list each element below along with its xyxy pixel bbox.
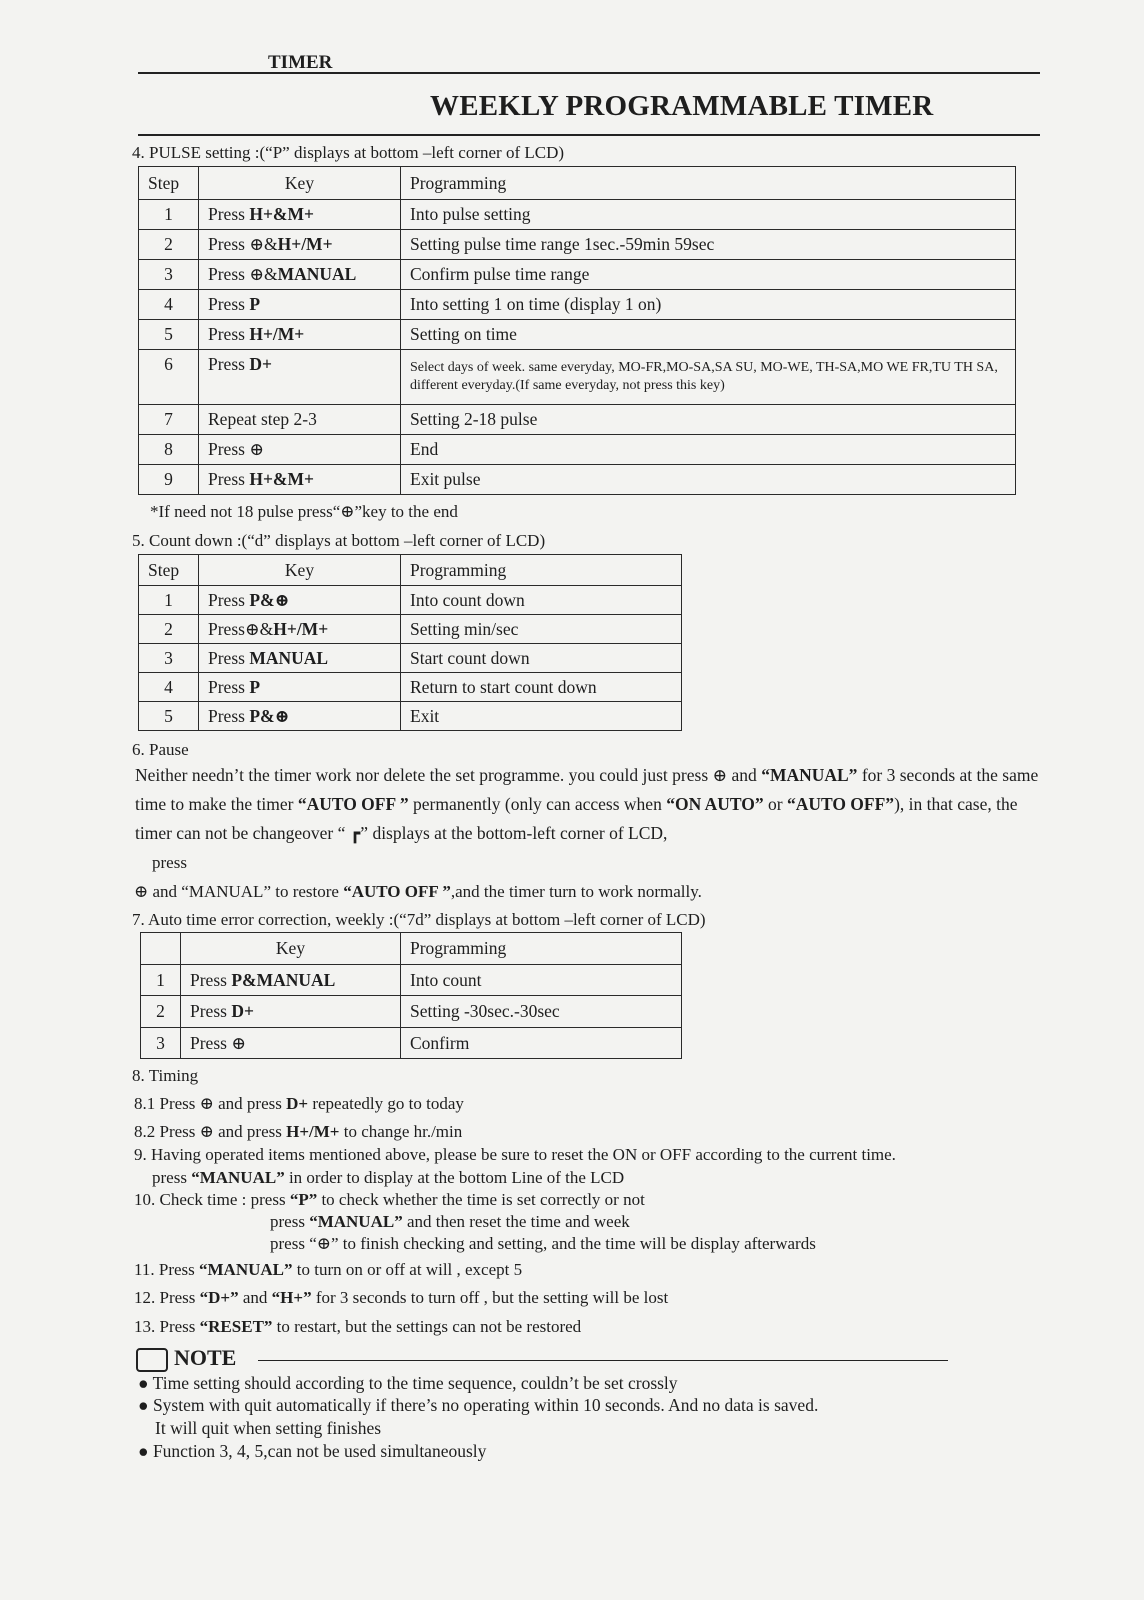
step-cell: 9 <box>139 465 199 495</box>
step-cell: 3 <box>139 260 199 290</box>
item-text: press <box>270 1212 310 1231</box>
restore-text-2: ,and the timer turn to work normally. <box>450 882 702 901</box>
item-text-2: to restart, but the settings can not be restored <box>272 1317 582 1336</box>
timing-bold: H+/M+ <box>286 1122 340 1141</box>
programming-cell: Setting pulse time range 1sec.-59min 59sec <box>401 230 1016 260</box>
key-cell <box>199 290 401 320</box>
key-cell <box>199 615 401 644</box>
table-row <box>139 465 1016 495</box>
key-bold: P&MANUAL <box>231 969 336 990</box>
item-text-3: for 3 seconds to turn off , but the setting will be lost <box>311 1288 669 1307</box>
timing-text: 8.1 Press ⊕ and press <box>134 1094 287 1113</box>
table-row <box>139 320 1016 350</box>
key-bold: H+&M+ <box>249 469 314 489</box>
key-prefix: Repeat step 2-3 <box>208 409 317 429</box>
programming-cell <box>401 350 1016 405</box>
key-cell <box>199 644 401 673</box>
table-header-row <box>139 167 1016 200</box>
step-cell: 3 <box>141 1028 181 1059</box>
item-bold-2: “H+” <box>271 1288 312 1307</box>
key-cell <box>181 996 401 1028</box>
pause-text-4: or <box>763 794 787 814</box>
key-bold: H+/M+ <box>273 618 329 639</box>
table-row <box>139 405 1016 435</box>
table-row <box>139 260 1016 290</box>
programming-cell: Start count down <box>401 644 682 673</box>
item-text: 12. Press <box>134 1288 200 1307</box>
item-text-2: and <box>238 1288 272 1307</box>
key-prefix: Press⊕& <box>208 618 274 639</box>
step-cell: 8 <box>139 435 199 465</box>
key-cell <box>199 673 401 702</box>
col-key-header: Key <box>181 933 401 965</box>
programming-cell: Setting 2-18 pulse <box>401 405 1016 435</box>
step-cell: 2 <box>139 230 199 260</box>
item-9-line-1: 9. Having operated items mentioned above, please be sure to reset the ON or OFF according to the current time. <box>134 1145 896 1164</box>
programming-cell: Confirm pulse time range <box>401 260 1016 290</box>
pause-bold-2: “AUTO OFF ” <box>297 794 409 814</box>
section5-heading: 5. Count down :(“d” displays at bottom –left corner of LCD) <box>132 531 546 550</box>
key-cell <box>199 350 401 405</box>
programming-cell: Setting on time <box>401 320 1016 350</box>
key-prefix: Press ⊕ <box>190 1032 246 1053</box>
key-prefix: Press <box>190 969 232 990</box>
key-prefix: Press ⊕ <box>208 439 264 459</box>
table-row <box>141 1028 682 1059</box>
pause-bold-1: “MANUAL” <box>761 765 858 785</box>
note-bullet-2: ● System with quit automatically if there’s no operating within 10 seconds. And no data is saved. <box>138 1395 819 1415</box>
item-bold: “RESET” <box>199 1317 273 1336</box>
pause-bold-3: “ON AUTO” <box>666 794 764 814</box>
step-cell: 2 <box>139 615 199 644</box>
key-cell <box>199 200 401 230</box>
timing-text-2: repeatedly go to today <box>308 1094 464 1113</box>
pause-bold-4: “AUTO OFF” <box>786 794 895 814</box>
key-bold: MANUAL <box>277 264 357 284</box>
key-bold: P <box>249 294 261 314</box>
table-row <box>139 290 1016 320</box>
key-prefix: Press <box>208 204 250 224</box>
table-header-row <box>141 933 682 965</box>
pause-text-2: for 3 seconds at the same time to make the timer <box>135 765 1039 814</box>
programming-cell: Setting -30sec.-30sec <box>401 996 682 1028</box>
table-row <box>141 996 682 1028</box>
restore-text: ⊕ and “MANUAL” to restore <box>134 882 344 901</box>
programming-cell: Return to start count down <box>401 673 682 702</box>
key-prefix: Press ⊕& <box>208 264 278 284</box>
key-cell <box>199 702 401 731</box>
step-cell: 3 <box>139 644 199 673</box>
key-prefix: Press <box>208 324 250 344</box>
section4-heading: 4. PULSE setting :(“P” displays at bottom –left corner of LCD) <box>132 143 565 162</box>
pause-restore-line <box>134 882 702 902</box>
note-title: NOTE <box>174 1345 237 1370</box>
item-bold: “P” <box>289 1190 318 1209</box>
table-row <box>139 702 682 731</box>
auto-correction-table <box>140 932 682 1059</box>
key-cell <box>181 965 401 996</box>
item-12 <box>134 1288 668 1308</box>
col-key-header: Key <box>199 167 401 200</box>
key-cell <box>199 260 401 290</box>
item-bold: “MANUAL” <box>199 1260 293 1279</box>
table-row <box>139 644 682 673</box>
timing-line-8-1 <box>134 1094 464 1114</box>
key-prefix: Press <box>208 676 250 697</box>
note-heading <box>136 1345 236 1372</box>
section8-heading: 8. Timing <box>132 1066 199 1085</box>
note-rule <box>258 1360 948 1361</box>
key-prefix: Press <box>208 354 250 374</box>
key-prefix: Press <box>208 469 250 489</box>
pause-press: press <box>152 853 187 872</box>
step-cell: 1 <box>139 200 199 230</box>
col-step-header: Step <box>139 555 199 586</box>
step-cell: 4 <box>139 290 199 320</box>
key-bold: H+/M+ <box>249 324 305 344</box>
step-cell: 1 <box>141 965 181 996</box>
restore-bold: “AUTO OFF ” <box>343 882 451 901</box>
key-cell <box>199 586 401 615</box>
table-row <box>139 435 1016 465</box>
pause-text-3: permanently (only can access when <box>408 794 667 814</box>
programming-cell: Confirm <box>401 1028 682 1059</box>
key-cell <box>199 465 401 495</box>
pulse-table <box>138 166 1016 495</box>
step-cell: 7 <box>139 405 199 435</box>
col-programming-header: Programming <box>401 933 682 965</box>
table-row <box>139 350 1016 405</box>
step-cell: 5 <box>139 320 199 350</box>
key-cell <box>199 230 401 260</box>
key-prefix: Press <box>208 294 250 314</box>
header-rule-bottom <box>138 134 1040 136</box>
key-prefix: Press <box>208 647 250 668</box>
note-bullet-text: Function 3, 4, 5,can not be used simultaneously <box>152 1441 487 1461</box>
programming-text: Select days of week. same everyday, MO-FR,MO-SA,SA SU, MO-WE, TH-SA,MO WE FR,TU TH SA, different everyday.(If same everyday, not press this key) <box>410 360 998 393</box>
pause-text-1: Neither needn’t the timer work nor delete the set programme. you could just press ⊕ and <box>135 765 762 785</box>
step-cell: 4 <box>139 673 199 702</box>
step-cell: 1 <box>139 586 199 615</box>
header-label: TIMER <box>268 52 333 73</box>
timing-text-2: to change hr./min <box>339 1122 463 1141</box>
key-cell <box>199 320 401 350</box>
countdown-table <box>138 554 682 731</box>
item-10-line-2 <box>270 1212 630 1232</box>
table-row <box>139 615 682 644</box>
item-text: 10. Check time : press <box>134 1190 290 1209</box>
programming-cell: Exit pulse <box>401 465 1016 495</box>
note-bullet-text: Time setting should according to the time sequence, couldn’t be set crossly <box>152 1373 678 1393</box>
note-bullet-3: ● Function 3, 4, 5,can not be used simultaneously <box>138 1441 487 1461</box>
key-cell <box>199 435 401 465</box>
item-bold: “MANUAL” <box>309 1212 403 1231</box>
item-bold: “MANUAL” <box>191 1168 285 1187</box>
programming-cell: Exit <box>401 702 682 731</box>
note-bullet-1: ● Time setting should according to the time sequence, couldn’t be set crossly <box>138 1373 678 1393</box>
programming-cell: Into count <box>401 965 682 996</box>
pause-text-5: ), in that case, the timer can not be changeover “ ┏” displays at the bottom-left corner of LCD, <box>135 794 1018 843</box>
item-10-line-3: press “⊕” to finish checking and setting, and the time will be display afterwards <box>270 1234 816 1253</box>
table-row <box>139 673 682 702</box>
table-row <box>139 586 682 615</box>
table-row <box>139 200 1016 230</box>
key-prefix: Press <box>190 1001 232 1021</box>
timing-text: 8.2 Press ⊕ and press <box>134 1122 287 1141</box>
note-box-icon <box>136 1348 168 1372</box>
item-10-line-1 <box>134 1190 645 1210</box>
key-bold: P&⊕ <box>249 705 290 726</box>
item-11 <box>134 1260 522 1280</box>
table-row <box>139 230 1016 260</box>
programming-cell: End <box>401 435 1016 465</box>
key-prefix: Press ⊕& <box>208 234 278 254</box>
step-cell: 5 <box>139 702 199 731</box>
key-bold: H+/M+ <box>277 234 333 254</box>
pause-paragraph <box>135 761 1040 848</box>
item-text: 13. Press <box>134 1317 200 1336</box>
item-text-2: and then reset the time and week <box>402 1212 630 1231</box>
item-text-2: to check whether the time is set correctly or not <box>317 1190 645 1209</box>
item-text: 11. Press <box>134 1260 200 1279</box>
table-header-row <box>139 555 682 586</box>
pulse-footnote: *If need not 18 pulse press“⊕”key to the end <box>150 502 458 521</box>
table-row <box>141 965 682 996</box>
key-prefix: Press <box>208 705 250 726</box>
timing-line-8-2 <box>134 1122 462 1142</box>
note-bullet-text: System with quit automatically if there’s no operating within 10 seconds. And no data is saved. <box>152 1395 819 1415</box>
timing-bold: D+ <box>286 1094 309 1113</box>
programming-cell: Into count down <box>401 586 682 615</box>
item-text: press <box>152 1168 192 1187</box>
col-step-header: Step <box>139 167 199 200</box>
programming-cell: Into setting 1 on time (display 1 on) <box>401 290 1016 320</box>
step-cell: 2 <box>141 996 181 1028</box>
programming-cell: Into pulse setting <box>401 200 1016 230</box>
col-step-header <box>141 933 181 965</box>
key-bold: P <box>249 676 261 697</box>
item-text-2: in order to display at the bottom Line of the LCD <box>284 1168 625 1187</box>
header-rule-top <box>138 72 1040 74</box>
page-title: WEEKLY PROGRAMMABLE TIMER <box>430 90 934 122</box>
col-programming-header: Programming <box>401 555 682 586</box>
key-cell <box>199 405 401 435</box>
section7-heading: 7. Auto time error correction, weekly :(“7d” displays at bottom –left corner of LCD) <box>132 910 706 929</box>
item-13 <box>134 1317 581 1337</box>
step-cell: 6 <box>139 350 199 405</box>
item-bold: “D+” <box>199 1288 239 1307</box>
key-bold: MANUAL <box>249 647 329 668</box>
key-bold: P&⊕ <box>249 589 290 610</box>
key-bold: D+ <box>249 354 272 374</box>
col-key-header: Key <box>199 555 401 586</box>
col-programming-header: Programming <box>401 167 1016 200</box>
note-bullet-2-cont: It will quit when setting finishes <box>155 1418 382 1438</box>
item-text-2: to turn on or off at will , except 5 <box>292 1260 523 1279</box>
section6-heading: 6. Pause <box>132 740 189 759</box>
key-bold: D+ <box>231 1001 254 1021</box>
item-9-line-2 <box>152 1168 624 1188</box>
key-cell <box>181 1028 401 1059</box>
programming-cell: Setting min/sec <box>401 615 682 644</box>
key-bold: H+&M+ <box>249 204 314 224</box>
key-prefix: Press <box>208 589 250 610</box>
